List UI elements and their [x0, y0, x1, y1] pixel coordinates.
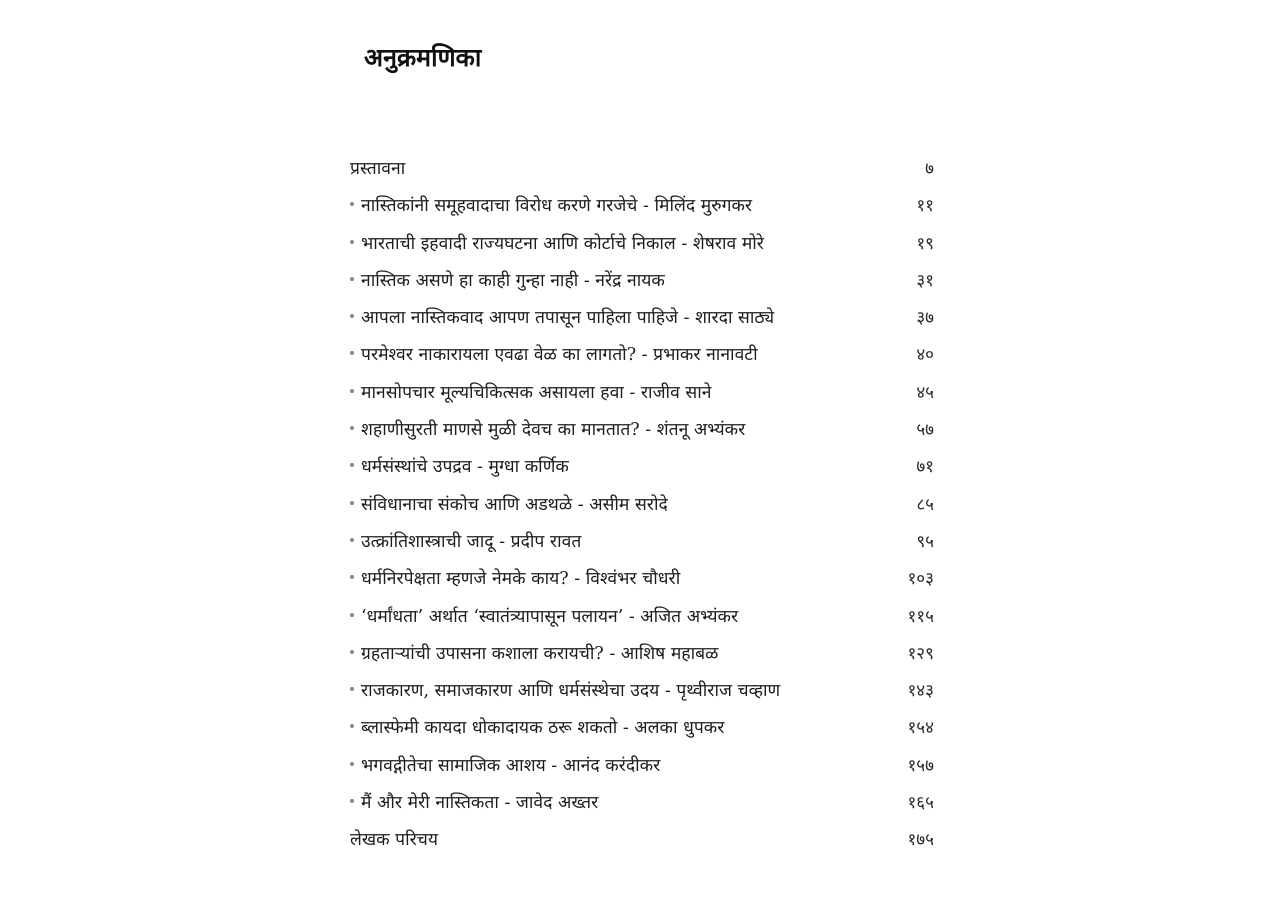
bullet-icon	[350, 202, 354, 206]
toc-page-number: १०३	[907, 569, 934, 590]
toc-entry[interactable]	[350, 263, 934, 300]
toc-page-number: ८५	[916, 494, 934, 515]
toc-entry-title: भगवद्गीतेचा सामाजिक आशय - आनंद करंदीकर	[361, 755, 661, 776]
bullet-icon	[350, 426, 354, 430]
bullet-icon	[350, 613, 354, 617]
toc-page-number: ७१	[916, 457, 934, 478]
bullet-icon	[350, 538, 354, 542]
toc-entry[interactable]	[350, 785, 934, 822]
bullet-icon	[350, 463, 354, 467]
toc-entry-title: भारताची इहवादी राज्यघटना आणि कोर्टाचे निकाल - शेषराव मोरे	[361, 233, 764, 254]
bullet-icon	[350, 240, 354, 244]
toc-entry-title: प्रस्तावना	[350, 159, 406, 179]
toc-page-number: ४५	[916, 382, 934, 403]
toc-entry[interactable]	[350, 449, 934, 486]
toc-entry-title: मानसोपचार मूल्यचिकित्सक असायला हवा - राजीव साने	[361, 382, 712, 403]
toc-entry-title: उत्क्रांतिशास्त्राची जादू - प्रदीप रावत	[361, 531, 582, 552]
bullet-icon	[350, 314, 354, 318]
toc-page-number: ७	[925, 159, 934, 179]
toc-entry-title: राजकारण, समाजकारण आणि धर्मसंस्थेचा उदय - पृथ्वीराज चव्हाण	[361, 681, 781, 702]
toc-entry[interactable]	[350, 710, 934, 747]
toc-entry[interactable]	[350, 748, 934, 785]
toc-page-number: १५७	[907, 755, 934, 776]
toc-entry[interactable]	[350, 375, 934, 412]
toc-entry-title: ‘धर्मांधता’ अर्थात ‘स्वातंत्र्यापासून पलायन’ - अजित अभ्यंकर	[361, 606, 739, 627]
bullet-icon	[350, 501, 354, 505]
toc-entry[interactable]	[350, 487, 934, 524]
toc-entry[interactable]	[350, 524, 934, 561]
bullet-icon	[350, 762, 354, 766]
bullet-icon	[350, 687, 354, 691]
toc-page-number: १४३	[907, 681, 934, 702]
table-of-contents	[350, 151, 934, 860]
toc-page-number: ११	[916, 196, 934, 217]
toc-entry[interactable]	[350, 673, 934, 710]
toc-page-number: ४०	[916, 345, 934, 366]
toc-entry-preface[interactable]	[350, 151, 934, 188]
bullet-icon	[350, 724, 354, 728]
bullet-icon	[350, 351, 354, 355]
toc-entry-title: संविधानाचा संकोच आणि अडथळे - असीम सरोदे	[361, 494, 668, 515]
bullet-icon	[350, 575, 354, 579]
toc-page-number: १२९	[907, 643, 934, 664]
toc-page-number: १७५	[907, 830, 934, 851]
toc-entry[interactable]	[350, 599, 934, 636]
toc-entry-title: लेखक परिचय	[350, 830, 439, 851]
bullet-icon	[350, 650, 354, 654]
toc-entry-title: धर्मनिरपेक्षता म्हणजे नेमके काय? - विश्वंभर चौधरी	[361, 569, 681, 590]
toc-entry[interactable]	[350, 188, 934, 225]
toc-entry-title: मैं और मेरी नास्तिकता - जावेद अख्तर	[361, 793, 599, 814]
bullet-icon	[350, 277, 354, 281]
toc-page-number: १६५	[907, 793, 934, 814]
toc-entry-title: ब्लास्फेमी कायदा धोकादायक ठरू शकतो - अलका धुपकर	[361, 718, 725, 739]
toc-entry-title: शहाणीसुरती माणसे मुळी देवच का मानतात? - शंतनू अभ्यंकर	[361, 420, 746, 441]
toc-entry[interactable]	[350, 337, 934, 374]
toc-page-number: ९५	[916, 531, 934, 552]
toc-entry[interactable]	[350, 636, 934, 673]
toc-entry-title: आपला नास्तिकवाद आपण तपासून पाहिला पाहिजे - शारदा साठ्ये	[361, 308, 775, 329]
toc-entry[interactable]	[350, 300, 934, 337]
toc-page-number: ३७	[916, 308, 934, 329]
bullet-icon	[350, 389, 354, 393]
toc-entry[interactable]	[350, 561, 934, 598]
toc-entry[interactable]	[350, 226, 934, 263]
toc-entry-title: नास्तिकांनी समूहवादाचा विरोध करणे गरजेचे - मिलिंद मुरुगकर	[361, 196, 753, 217]
toc-page-number: १५४	[907, 718, 934, 739]
toc-entry-title: नास्तिक असणे हा काही गुन्हा नाही - नरेंद्र नायक	[361, 270, 665, 291]
toc-entry-author-intro[interactable]	[350, 822, 934, 859]
toc-entry[interactable]	[350, 412, 934, 449]
toc-entry-title: ग्रहताऱ्यांची उपासना कशाला करायची? - आशिष महाबळ	[361, 643, 719, 664]
toc-page-number: ५७	[916, 420, 934, 441]
toc-entry-title: परमेश्वर नाकारायला एवढा वेळ का लागतो? - प्रभाकर नानावटी	[361, 345, 758, 366]
toc-page-number: ११५	[907, 606, 934, 627]
toc-page-number: १९	[916, 233, 934, 254]
toc-entry-title: धर्मसंस्थांचे उपद्रव - मुग्धा कर्णिक	[361, 457, 569, 478]
toc-page-number: ३१	[916, 270, 934, 291]
bullet-icon	[350, 799, 354, 803]
page-title: अनुक्रमणिका	[364, 43, 482, 72]
